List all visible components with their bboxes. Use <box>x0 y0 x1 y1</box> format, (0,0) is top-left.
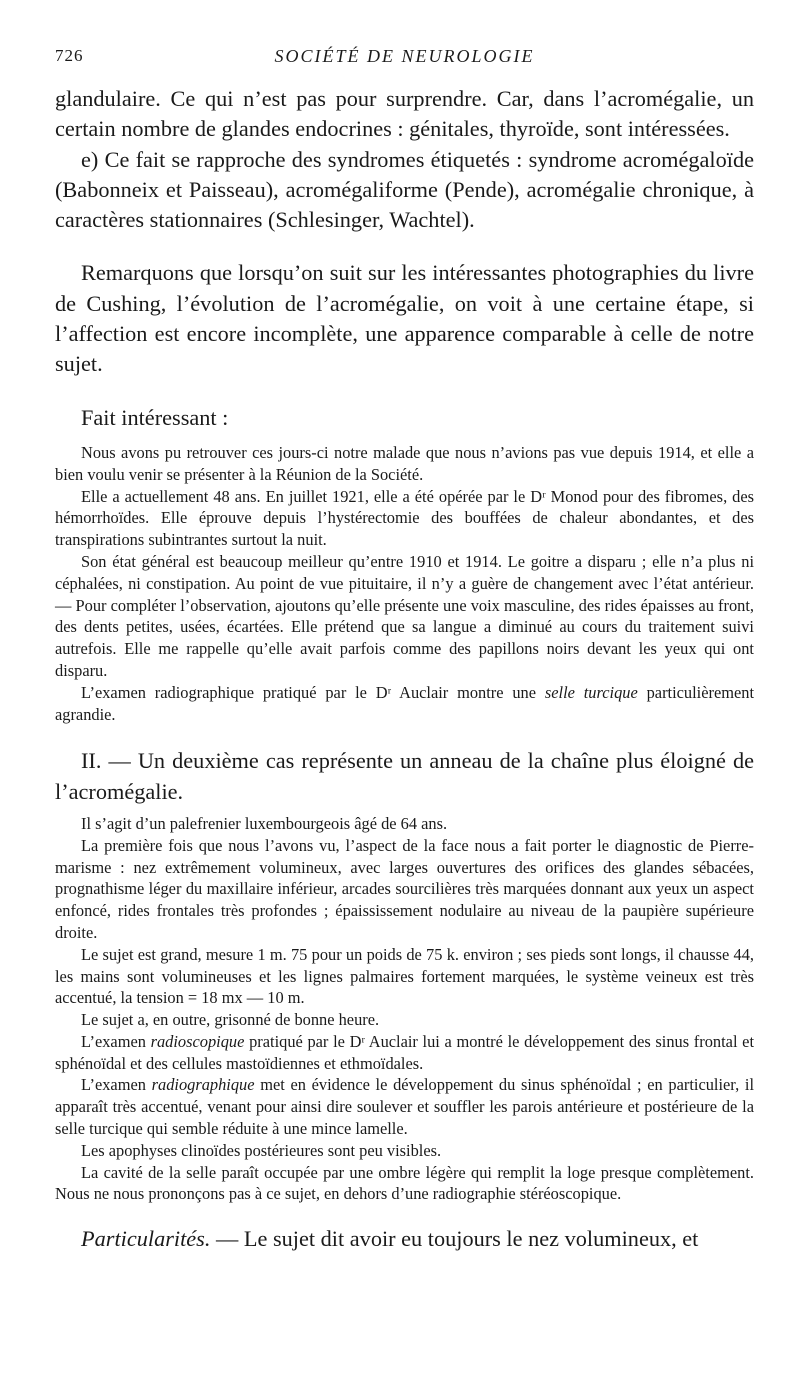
fait-paragraph-2: Elle a actuellement 48 ans. En juillet 1921, elle a été opérée par le Dʳ Monod pour des fibromes, des hémorrhoïdes. Elle éprouve depuis l’hystérectomie des bouffées de chaleur abondantes, et des transpirations subintrantes surtout la nuit. <box>55 486 754 550</box>
radiographique-term: radiographique <box>151 1075 255 1095</box>
page-header <box>55 42 754 72</box>
paragraph-e: e) Ce fait se rapproche des syndromes étiquetés : syndrome acromégaloïde (Babonneix et Paisseau), acromégaliforme (Pende), acromégalie chronique, à caractères stationnaires (Schlesinger, Wachtel). <box>55 146 754 233</box>
case-ii-paragraph-8: La cavité de la selle paraît occupée par une ombre légère qui remplit la loge presque complètement. Nous ne nous prononçons pas à ce sujet, en dehors d’une radiographie stéréoscopique. <box>55 1162 754 1204</box>
ii-6-text-b: met en évidence le développement du sinus sphénoïdal ; en particulier, il apparaît très accentué, venant pour ainsi dire soulever et souffler les parois antérieure et postérieure de la selle turcique qui semble réduite à une mince lamelle. <box>55 1075 754 1139</box>
fait-4-text-b: particulièrement agrandie. <box>55 682 754 724</box>
particularites-label: Particularités. <box>81 1226 211 1252</box>
paragraph-remarquons: Remarquons que lorsqu’on suit sur les intéressantes photographies du livre de Cushing, l’évolution de l’acromégalie, on voit à une certaine étape, si l’affection est encore incomplète, une apparence comparable à celle de notre sujet. <box>55 260 754 377</box>
ii-5-text-b: pratiqué par le Dʳ Auclair lui a montré le développement des sinus frontal et sphénoïdal et des cellules mastoïdiennes et ethmoïdales. <box>55 1031 754 1073</box>
case-ii-paragraph-2: La première fois que nous l’avons vu, l’aspect de la face nous a fait porter le diagnostic de Pierre-marisme : nez extrêmement volumineux, avec larges ouvertures des orifices des glandes sébacées, prognathisme léger du maxillaire inférieur, arcades sourcilières très marquées donnant aux yeux un aspect enfoncé, rides frontales très profondes ; épaississement nodulaire au niveau de la paupière supérieure droite. <box>55 835 754 942</box>
fait-4-text-a: L’examen radiographique pratiqué par le Dʳ Auclair montre une <box>81 682 545 702</box>
case-ii-paragraph-4: Le sujet a, en outre, grisonné de bonne heure. <box>81 1010 380 1030</box>
page-number: 726 <box>55 46 84 65</box>
case-ii-paragraph-3: Le sujet est grand, mesure 1 m. 75 pour un poids de 75 k. environ ; ses pieds sont longs, il chausse 44, les mains sont volumineuses et les lignes palmaires fortement marquées, le système veineux est très accentué, la tension = 18 mx — 10 m. <box>55 944 754 1008</box>
fait-interessant-heading: Fait intéressant : <box>81 404 229 430</box>
case-ii-paragraph-7: Les apophyses clinoïdes postérieures sont peu visibles. <box>81 1140 442 1160</box>
fait-paragraph-1: Nous avons pu retrouver ces jours-ci notre malade que nous n’avions pas vue depuis 1914, et elle a bien voulu venir se présenter à la Réunion de la Société. <box>55 442 754 484</box>
selle-turcique-term: selle turcique <box>544 682 638 702</box>
ii-6-text-a: L’examen <box>81 1075 152 1095</box>
case-ii-paragraph-1: Il s’agit d’un palefrenier luxembourgeois âgé de 64 ans. <box>81 813 448 833</box>
particularites-text: — Le sujet dit avoir eu toujours le nez volumineux, et <box>210 1226 699 1252</box>
case-ii-paragraph-5 <box>55 1031 754 1075</box>
fait-paragraph-3: Son état général est beaucoup meilleur qu’entre 1910 et 1914. Le goitre a disparu ; elle n’a plus ni céphalées, ni constipation. Au point de vue pituitaire, il n’y a guère de changement avec l’état antérieur. — Pour compléter l’observation, ajoutons qu’elle présente une voix masculine, des rides épaisses au front, des dents petites, usées, écartées. Elle prétend que sa langue a diminué au cours du traitement suivi autrefois. Elle me rappelle qu’elle avait parfois comme des papillons noirs devant les yeux qui ont disparu. <box>55 551 754 680</box>
fait-paragraph-4 <box>55 682 754 726</box>
particularites-paragraph <box>55 1224 754 1254</box>
paragraph-continuation: glandulaire. Ce qui n’est pas pour surprendre. Car, dans l’acromégalie, un certain nombre de glandes endocrines : génitales, thyroïde, sont intéressées. <box>55 86 754 142</box>
radioscopique-term: radioscopique <box>150 1031 245 1051</box>
section-ii-heading: II. — Un deuxième cas représente un anneau de la chaîne plus éloigné de l’acromégalie. <box>55 748 754 804</box>
ii-5-text-a: L’examen <box>81 1031 151 1051</box>
running-head: SOCIÉTÉ DE NEUROLOGIE <box>274 46 535 66</box>
case-ii-paragraph-6 <box>55 1074 754 1139</box>
